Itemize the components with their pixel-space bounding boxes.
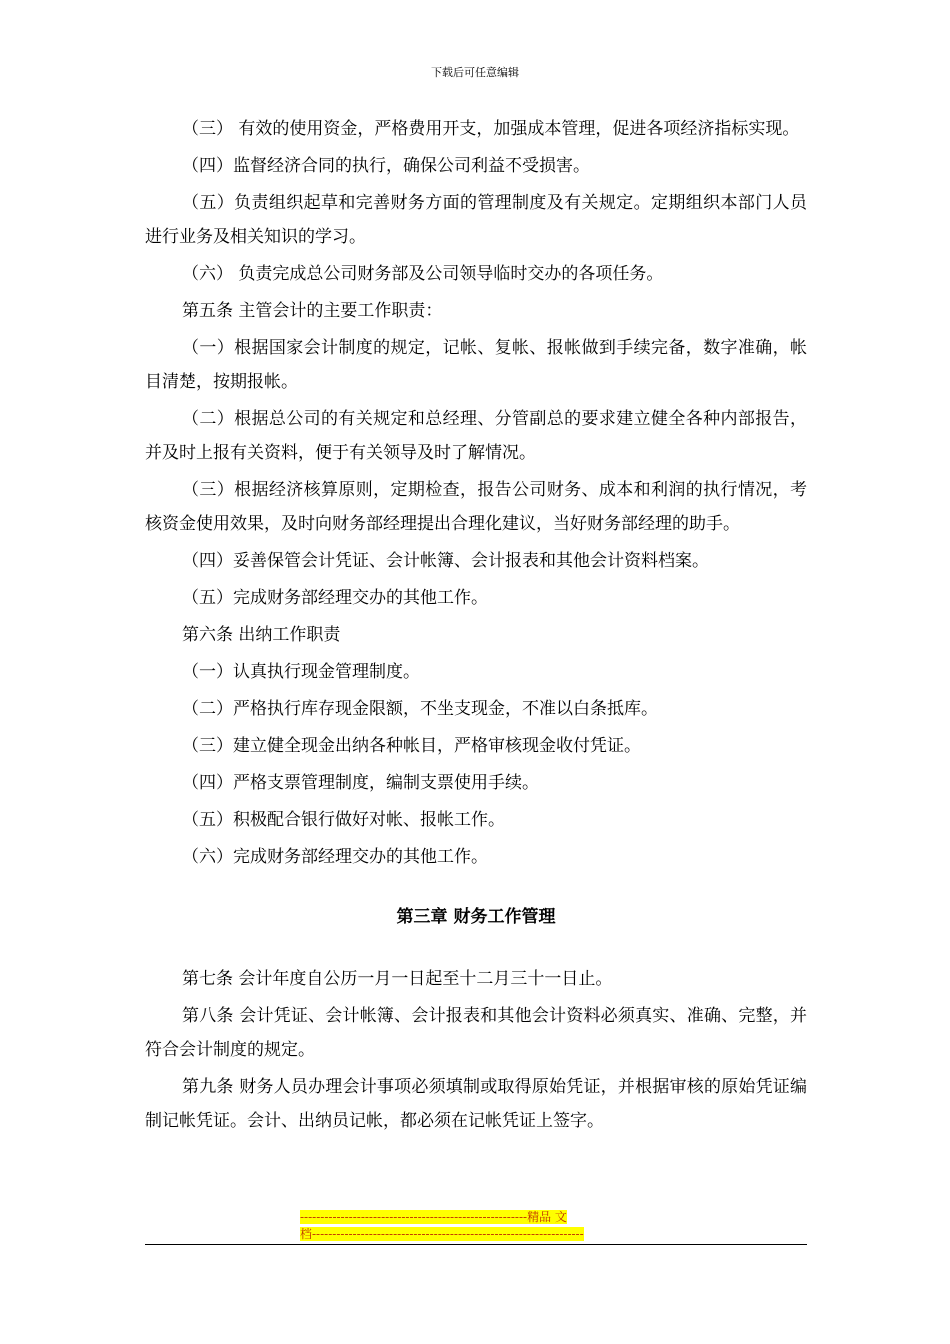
footer-banner-line-2 — [300, 1226, 652, 1243]
footer-banner-text-2: 档------------------------------------------------------------------- — [300, 1227, 584, 1241]
paragraph: （三） 有效的使用资金，严格费用开支，加强成本管理，促进各项经济指标实现。 — [182, 119, 800, 139]
paragraph: （四）严格支票管理制度，编制支票使用手续。 — [182, 773, 539, 793]
article-heading: 第五条 主管会计的主要工作职责： — [182, 301, 443, 321]
article-paragraph: 第七条 会计年度自公历一月一日起至十二月三十一日止。 — [182, 969, 613, 989]
page-header: 下载后可任意编辑 — [431, 66, 519, 79]
paragraph: （三）根据经济核算原则，定期检查，报告公司财务、成本和利润的执行情况，考核资金使用效果，及时向财务部经理提出合理化建议，当好财务部经理的助手。 — [145, 480, 807, 534]
paragraph: （四）妥善保管会计凭证、会计帐簿、会计报表和其他会计资料档案。 — [182, 551, 709, 571]
footer-banner-line-1 — [300, 1209, 652, 1226]
paragraph: （二）根据总公司的有关规定和总经理、分管副总的要求建立健全各种内部报告，并及时上报有关资料，便于有关领导及时了解情况。 — [145, 409, 807, 463]
paragraph: （四）监督经济合同的执行，确保公司利益不受损害。 — [182, 156, 590, 176]
paragraph: （五）完成财务部经理交办的其他工作。 — [182, 588, 488, 608]
paragraph: （一）根据国家会计制度的规定，记帐、复帐、报帐做到手续完备，数字准确，帐目清楚，按期报帐。 — [145, 338, 807, 392]
footer-divider — [145, 1244, 807, 1245]
article-paragraph: 第九条 财务人员办理会计事项必须填制或取得原始凭证，并根据审核的原始凭证编制记帐凭证。会计、出纳员记帐，都必须在记帐凭证上签字。 — [145, 1077, 807, 1131]
document-body — [145, 112, 807, 1141]
paragraph: （五）积极配合银行做好对帐、报帐工作。 — [182, 810, 505, 830]
footer-banner — [300, 1209, 652, 1243]
paragraph: （六） 负责完成总公司财务部及公司领导临时交办的各项任务。 — [182, 264, 664, 284]
footer-banner-text-1: --------------------------------------------------------精品 文 — [300, 1210, 567, 1224]
paragraph: （一）认真执行现金管理制度。 — [182, 662, 420, 682]
paragraph: （五）负责组织起草和完善财务方面的管理制度及有关规定。定期组织本部门人员进行业务及相关知识的学习。 — [145, 193, 807, 247]
paragraph: （三）建立健全现金出纳各种帐目，严格审核现金收付凭证。 — [182, 736, 641, 756]
article-paragraph: 第八条 会计凭证、会计帐簿、会计报表和其他会计资料必须真实、准确、完整，并符合会计制度的规定。 — [145, 1006, 807, 1060]
paragraph: （二）严格执行库存现金限额，不坐支现金，不准以白条抵库。 — [182, 699, 658, 719]
article-heading: 第六条 出纳工作职责 — [182, 625, 341, 645]
chapter-title: 第三章 财务工作管理 — [396, 907, 556, 927]
paragraph: （六）完成财务部经理交办的其他工作。 — [182, 847, 488, 867]
